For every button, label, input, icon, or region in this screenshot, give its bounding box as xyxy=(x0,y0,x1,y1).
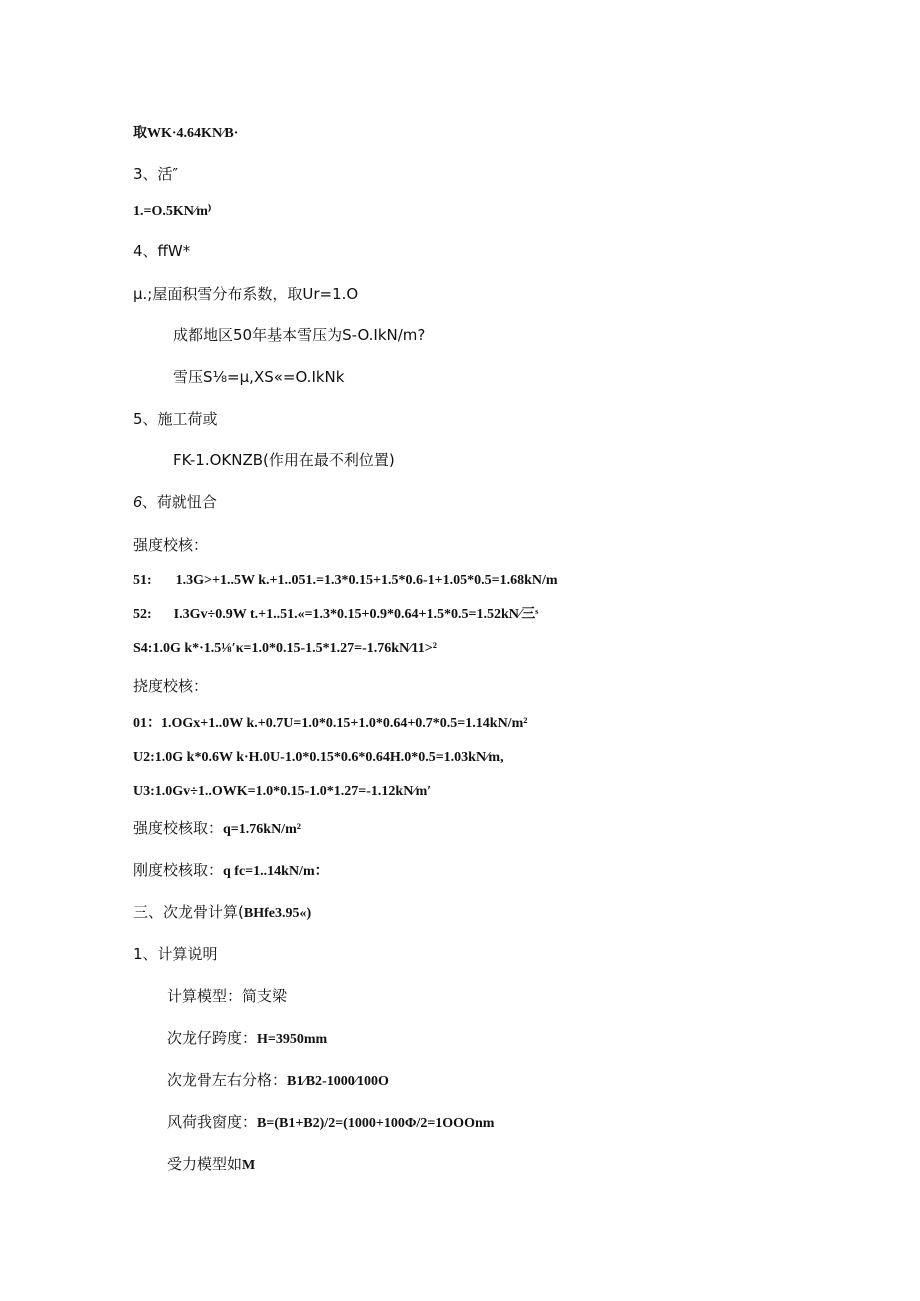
section-snow-load-heading: 4、ffW* xyxy=(133,242,191,260)
snow-pressure-value: 雪压S⅛=μ,XS«=O.IkNk xyxy=(173,368,345,386)
stiffness-check-result: 刚度校核取：q fc=1..14kN/m： xyxy=(133,861,329,879)
calculation-model: 计算模型：简支梁 xyxy=(167,987,288,1005)
deflection-check-heading: 挠度校核： xyxy=(133,677,209,695)
strength-combo-s1: 51: 1.3G>+1..5W k.+1..051.=1.3*0.15+1.5*0.6-1+1.05*0.5=1.68kN/m xyxy=(133,573,558,588)
strength-check-heading: 强度校核： xyxy=(133,536,209,554)
strength-combo-s2: 52: I.3Gv÷0.9W t.+1..51.«=1.3*0.15+0.9*0.64+1.5*0.5=1.52kN⁄三ˢ xyxy=(133,607,539,622)
secondary-keel-span: 次龙仔跨度：H=3950mm xyxy=(167,1029,328,1047)
snow-distribution-coefficient: μ.;屋面积雪分布系数，取Ur=1.O xyxy=(133,285,359,303)
wind-load-value: 取WK·4.64KN⁄B· xyxy=(133,126,239,141)
strength-check-result: 强度校核取：q=1.76kN/m² xyxy=(133,819,301,837)
construction-load-value: FK-1.OKNZB(作用在最不利位置) xyxy=(173,451,395,469)
section-load-combination-heading: 6、荷就忸合 xyxy=(133,493,217,511)
wind-load-width: 风荷我窗度：B=(B1+B2)/2=(1000+100Φ/2=1OOOnm xyxy=(167,1113,495,1131)
strength-combo-s4: S4:1.0G k*·1.5⅛′κ=1.0*0.15-1.5*1.27=-1.76kN⁄11>² xyxy=(133,641,437,656)
deflection-combo-u1: 01：1.OGx+1..0W k.+0.7U=1.0*0.15+1.0*0.64+0.7*0.5=1.14kN/m² xyxy=(133,716,528,731)
deflection-combo-u2: U2:1.0G k*0.6W k·H.0U-1.0*0.15*0.6*0.64H.0*0.5=1.03kN⁄m, xyxy=(133,750,504,765)
basic-snow-pressure: 成都地区50年基本雪压为S-O.IkN/m? xyxy=(173,326,426,344)
section-construction-load-heading: 5、施工荷或 xyxy=(133,410,218,428)
deflection-combo-u3: U3:1.0Gv÷1..OWK=1.0*0.15-1.0*1.27=-1.12kN⁄m′ xyxy=(133,784,432,799)
force-model-caption: 受力模型如M xyxy=(167,1155,256,1173)
live-load-value: 1.=O.5KN⁄m⁾ xyxy=(133,204,212,219)
section-live-load-heading: 3、活″ xyxy=(133,165,179,183)
secondary-keel-division: 次龙骨左右分格：B1⁄B2-1000⁄100O xyxy=(167,1071,389,1089)
calculation-notes-heading: 1、计算说明 xyxy=(133,945,218,963)
section-secondary-keel-heading: 三、次龙骨计算(BHfe3.95«) xyxy=(133,903,312,921)
